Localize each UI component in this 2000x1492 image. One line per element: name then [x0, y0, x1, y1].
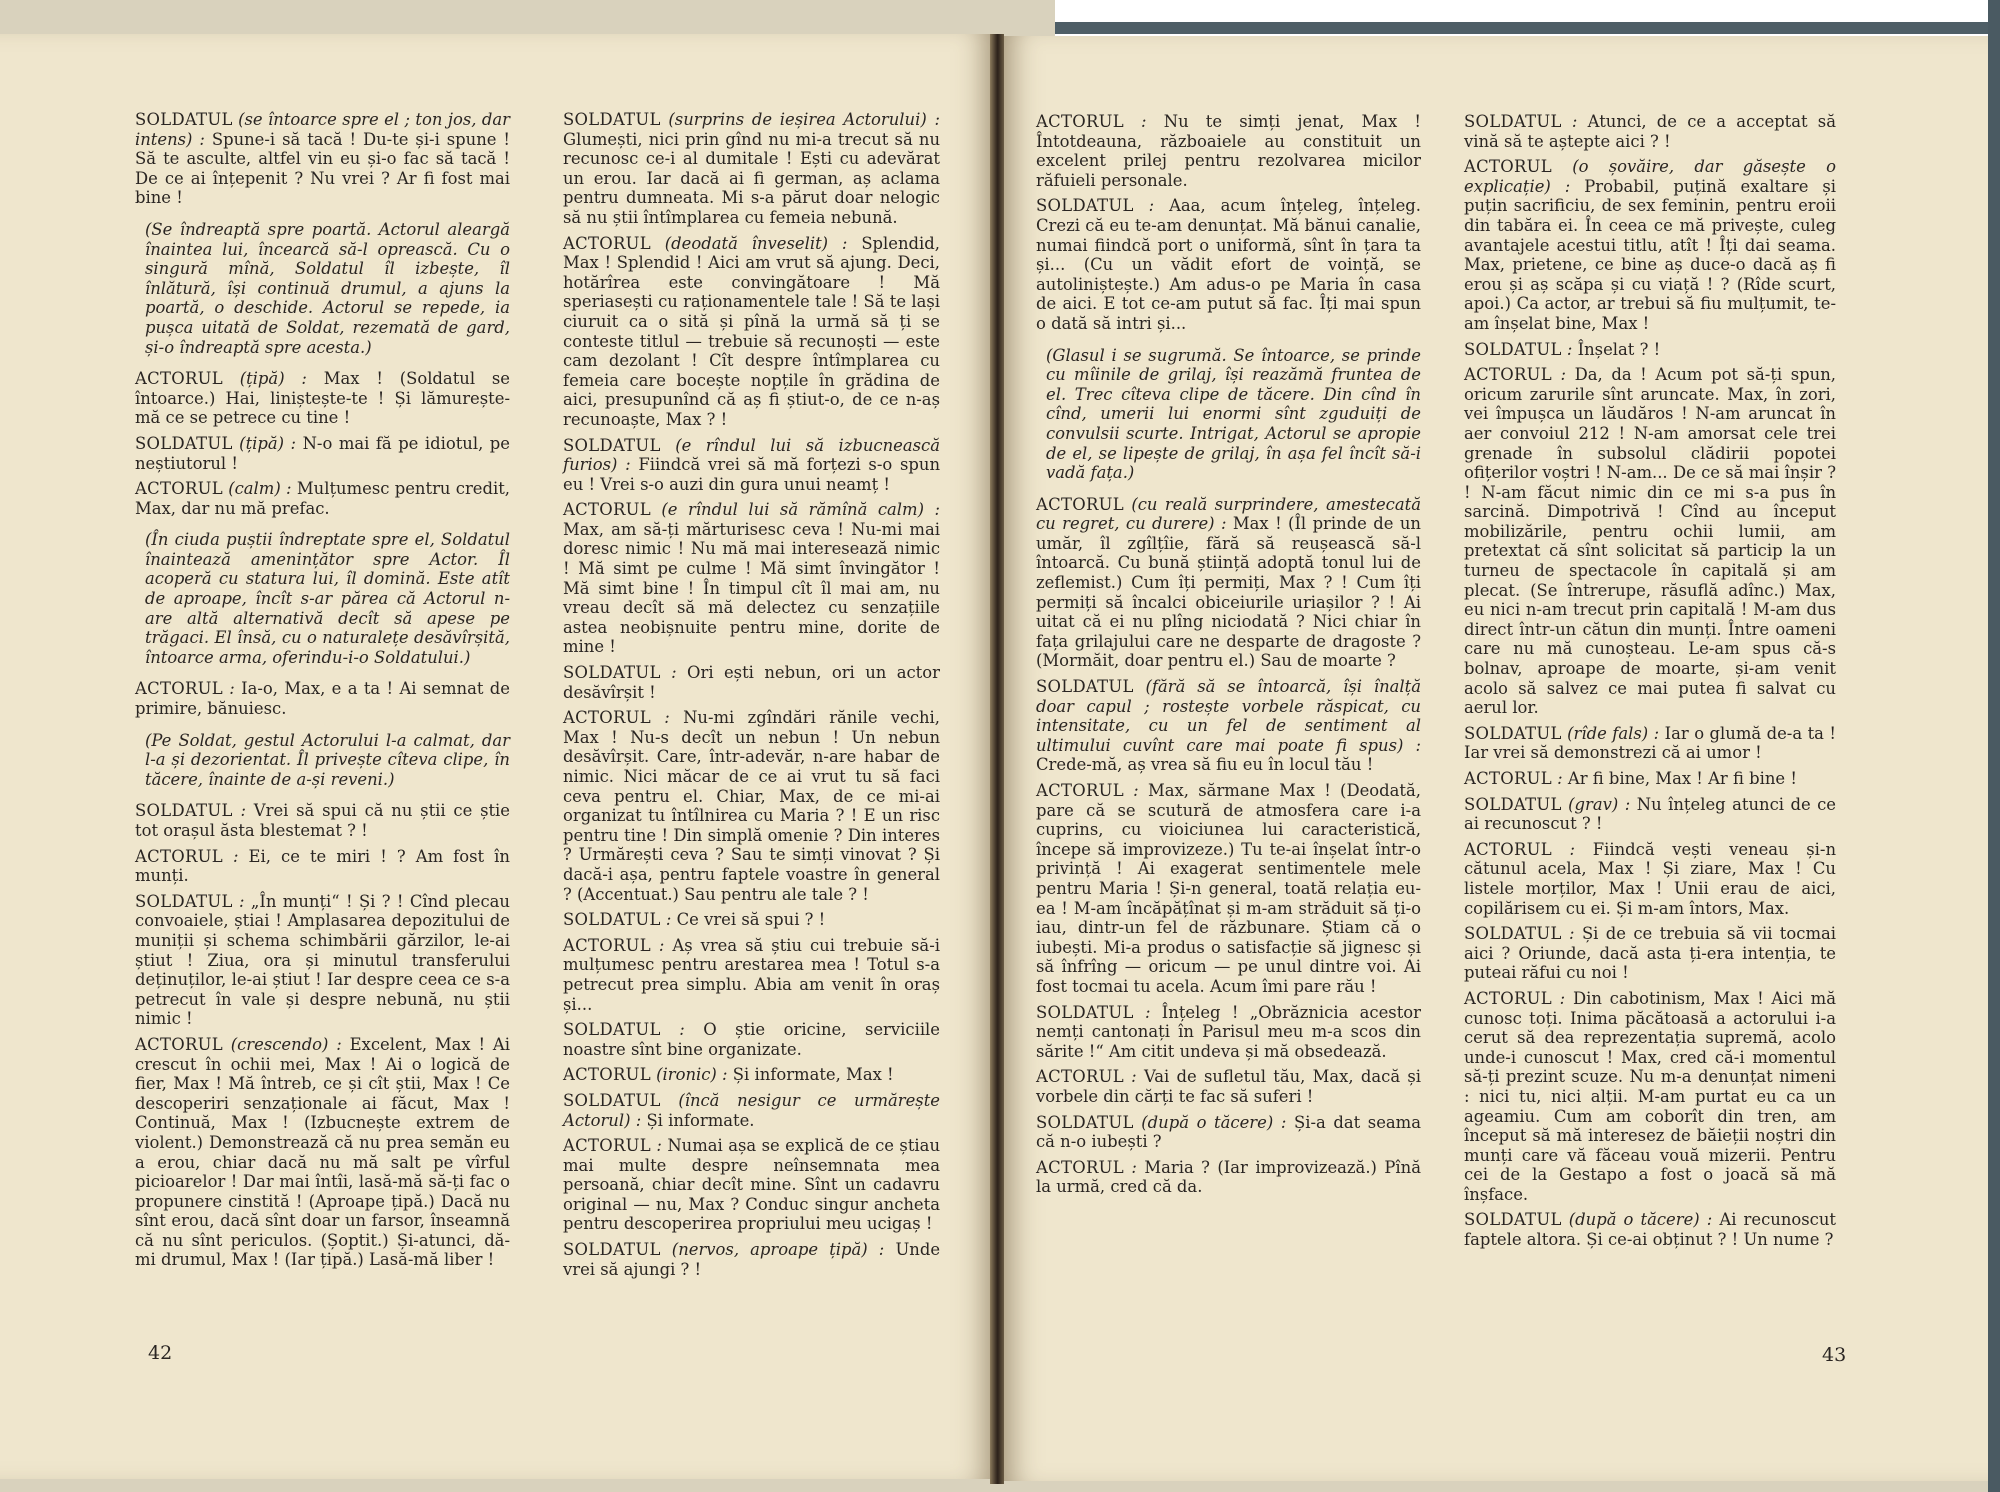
dialog-text: Din cabotinism, Max ! Aici mă cunosc toți. Inima păcătoasă a actorului i-a cerut să dea reprezentația supremă, acolo unde-i cunoscut ! Max, cred că-i momentul să-ți prezint scuze. Nu m-a denunțat nimeni : nici tu, nici alții. M-am purtat eu ca un ageamiu. Cum am coborît din tren, am început să mă interesez de băieții noștri din munți care vă făceau vouă mizerii. Pentru cei de la Gestapo a fost o joacă să mă înșface.	[1464, 988, 1836, 1204]
dialog-line	[563, 234, 940, 430]
speaker-direction: (grav) :	[1568, 794, 1631, 814]
dialog-text: Splendid, Max ! Splendid ! Aici am vrut să ajung. Deci, hotărîrea este convingătoare ! Mă speriasești cu raționamentele tale ! Să te lași ciuruit ca o sită și pînă la urmă să ți se conteste titlul — trebuie să recunoști — este cam dezolant ! Cît despre întîmplarea cu femeia care bocește nopțile în grădina de aici, presupunînd că aș fi știut-o, de ce n-aș recunoaște, Max ? !	[563, 233, 940, 429]
speaker-direction: :	[1571, 112, 1578, 131]
speaker-direction: :	[240, 801, 246, 821]
speaker-name: SOLDATUL	[1464, 924, 1562, 944]
speaker-name: SOLDATUL	[563, 1090, 661, 1110]
dialog-line	[563, 936, 940, 1014]
speaker-name: ACTORUL	[563, 500, 651, 520]
dialog-text: Fiindcă vești veneau și-n cătunul acela, Max ! Și ziare, Max ! Cu listele morților, Max ! Unii erau de aici, copilărisem cu ei. Și m-am întors, Max.	[1464, 839, 1837, 918]
speaker-direction: :	[1569, 924, 1575, 944]
dialog-line	[135, 369, 510, 428]
speaker-direction: :	[1566, 339, 1573, 359]
speaker-name: ACTORUL	[1036, 494, 1124, 514]
speaker-direction: :	[232, 846, 239, 866]
dialog-line	[1036, 1067, 1421, 1106]
speaker-name: SOLDATUL	[1464, 1210, 1562, 1230]
dialog-text: Max ! (Soldatul se întoarce.) Hai, liniștește-te ! Și lămurește-mă ce se petrece cu tine !	[135, 369, 510, 428]
dialog-line	[135, 892, 510, 1029]
dialog-text: N-o mai fă pe idiotul, pe neștiutorul !	[135, 433, 510, 473]
dialog-text: Nu înțeleg atunci de ce ai recunoscut ? !	[1464, 794, 1836, 834]
speaker-direction: :	[1131, 1157, 1137, 1177]
speaker-direction: :	[1133, 781, 1139, 800]
speaker-direction: (după o tăcere) :	[1141, 1112, 1287, 1132]
speaker-direction: (e rîndul lui să rămînă calm) :	[661, 500, 940, 520]
dialog-line	[135, 1035, 510, 1270]
speaker-name: ACTORUL	[1464, 365, 1552, 385]
dialog-text: Glumești, nici prin gînd nu mi-a trecut să nu recunosc ce-i al dumitale ! Ești cu adevărat un erou. Iar dacă ai fi german, aș aclama pentru dumneata. Mi s-a părut doar nelogic să nu știi întîmplarea cu femeia nebună.	[563, 129, 940, 227]
dialog-text: Ei, ce te miri ! ? Am fost în munți.	[135, 846, 510, 886]
speaker-direction: :	[671, 663, 677, 683]
speaker-name: SOLDATUL	[563, 663, 661, 683]
dialog-line	[1464, 989, 1836, 1205]
speaker-name: SOLDATUL	[563, 1240, 661, 1260]
speaker-direction: :	[1131, 1067, 1137, 1087]
speaker-direction: :	[658, 935, 665, 955]
dialog-line	[135, 434, 510, 473]
speaker-name: ACTORUL	[1036, 1157, 1124, 1177]
dialog-line	[563, 1240, 940, 1279]
speaker-direction: :	[1569, 839, 1576, 859]
dialog-line	[1036, 1113, 1421, 1152]
speaker-direction: (nervos, aproape țipă) :	[671, 1240, 885, 1260]
speaker-direction: :	[656, 1136, 662, 1156]
left-page	[0, 34, 990, 1479]
dialog-text: Spune-i să tacă ! Du-te și-i spune ! Să te asculte, altfel vin eu și-o fac să tacă ! De ce ai înțepenit ? Nu vrei ? Ar fi fost mai bine !	[135, 129, 510, 208]
speaker-direction: (cu reală surprindere, amestecată cu regret, cu durere) :	[1036, 494, 1421, 534]
dialog-text: Atunci, de ce a acceptat să vină să te aștepte aici ? !	[1464, 112, 1836, 151]
speaker-name: ACTORUL	[135, 846, 223, 866]
dialog-line	[1464, 840, 1836, 918]
dialog-text: „În munți“ ! Și ? ! Cînd plecau convoaiele, știai ! Amplasarea depozitului de muniții și schema schimbării gărzilor, le-ai știut ! Ziua, ora și minutul transferului deținuților, le-ai știut ! Iar despre ceea ce s-a petrecut în vale și despre nebună, nu știi nimic !	[135, 891, 510, 1029]
dialog-line	[563, 910, 940, 930]
speaker-name: SOLDATUL	[1036, 677, 1134, 697]
dialog-text: Da, da ! Acum pot să-ți spun, oricum zarurile sînt aruncate. Max, în zori, vei împușca un lăudăros ! N-am aruncat în aer convoiul 212 ! N-am amorsat cele trei grenade în subsolul clădirii popotei ofițerilor voștri ! N-am... De ce să mai înșir ? ! N-am făcut nimic din ce mi s-a pus în sarcină. Dimpotrivă ! Cînd au început mobilizările, pentru ochii lumii, am pretextat că sînt solicitat să particip la un turneu de spectacole în capitală și am plecat. (Se întrerupe, răsuflă adînc.) Max, eu nici n-am trecut prin capitală ! M-am dus direct într-un cătun din munți. Între oameni care nu mă cunoșteau. Le-am spus că-s bolnav, aproape de moarte, și-am venit acolo să salvez ce mai putea fi salvat cu aerul lor.	[1464, 365, 1836, 718]
dialog-text: Ori ești nebun, ori un actor desăvîrșit !	[563, 663, 940, 702]
speaker-direction: (e rîndul lui să izbucnească furios) :	[563, 435, 940, 475]
left-column-1	[135, 110, 510, 1276]
book-gutter	[990, 34, 1004, 1484]
dialog-line	[563, 1065, 940, 1085]
speaker-name: ACTORUL	[563, 935, 651, 955]
speaker-name: SOLDATUL	[1464, 723, 1562, 743]
speaker-name: SOLDATUL	[563, 1020, 661, 1040]
book-cover-right	[1988, 0, 2000, 1492]
speaker-direction: (se întoarce spre el ; ton jos, dar intens) :	[135, 110, 510, 149]
speaker-name: SOLDATUL	[135, 801, 233, 821]
dialog-line	[1464, 724, 1836, 763]
speaker-name: ACTORUL	[135, 679, 223, 699]
dialog-text: Vrei să spui că nu știi ce știe tot orașul ăsta blestemat ? !	[135, 801, 511, 840]
speaker-direction: (o șovăire, dar găsește o explicație) :	[1464, 157, 1836, 196]
dialog-line	[563, 1136, 940, 1234]
speaker-direction: :	[229, 679, 235, 699]
dialog-line	[1464, 1210, 1836, 1249]
speaker-name: SOLDATUL	[135, 110, 233, 129]
dialog-text: Înțeleg ! „Obrăznicia acestor nemți cantonați în Parisul meu m-a scos din sărite !“ Am citit undeva și mă obsedează.	[1036, 1002, 1421, 1061]
stage-direction-text: (Pe Soldat, gestul Actorului l-a calmat, dar l-a și dezorientat. Îl privește cîteva clipe, în tăcere, înainte de a-și reveni.)	[145, 730, 510, 789]
speaker-direction: (surprins de ieșirea Actorului) :	[668, 110, 940, 129]
speaker-name: ACTORUL	[135, 369, 223, 389]
dialog-line	[1464, 795, 1836, 834]
speaker-name: SOLDATUL	[563, 435, 661, 455]
stage-direction-text: (În ciuda puștii îndreptate spre el, Soldatul înaintează amenințător spre Actor. Îl acoperă cu statura lui, îl domină. Este atît de aproape, încît s-ar părea că Actorul n-are altă alternativă decît să apese pe trăgaci. El însă, cu o naturalețe desăvîrșită, întoarce arma, oferindu-i-o Soldatului.)	[145, 530, 510, 667]
speaker-direction: (ironic) :	[656, 1065, 728, 1085]
dialog-text: Și informate, Max !	[732, 1065, 894, 1085]
dialog-line	[1036, 196, 1421, 333]
dialog-text: Și de ce trebuia să vii tocmai aici ? Oriunde, dacă asta ți-era intenția, te puteai răfui cu noi !	[1464, 924, 1836, 983]
dialog-text: Nu-mi zgîndări rănile vechi, Max ! Nu-s decît un nebun ! Un nebun desăvîrșit. Care, într-adevăr, n-are habar de nimic. Nici măcar de ce ai vrut tu să faci ceva pentru el. Chiar, Max, de ce mi-ai organizat tu întîlnirea cu Maria ? ! E un risc pentru tine ! Din simplă omenie ? Din interes ? Urmărești ceva ? Sau te simți vinovat ? Și dacă-i așa, pentru faptele voastre în general ? (Accentuat.) Sau pentru ale tale ? !	[563, 708, 941, 904]
speaker-name: ACTORUL	[1036, 1067, 1124, 1087]
dialog-text: Probabil, puțină exaltare și puțin sacrificiu, de sex feminin, pentru eroii din tabăra ei. În ceea ce mă privește, culeg avantajele acestui titlu, atît ! Îți dai seama. Max, prietene, ce bine aș duce-o dacă aș fi erou și aș scăpa și cu viață ! ? (Rîde scurt, apoi.) Ca actor, ar trebui să fiu mulțumit, te-am înșelat bine, Max !	[1464, 176, 1837, 333]
dialog-text: Unde vrei să ajungi ? !	[563, 1240, 941, 1279]
dialog-line	[563, 708, 940, 904]
dialog-text: Ce vrei să spui ? !	[676, 910, 826, 930]
speaker-direction: :	[239, 891, 245, 911]
dialog-line	[135, 110, 510, 208]
speaker-direction: :	[1141, 112, 1147, 131]
dialog-line	[135, 847, 510, 886]
right-page	[1004, 36, 1988, 1481]
dialog-line	[135, 801, 510, 840]
left-column-2	[563, 110, 940, 1285]
dialog-line	[1036, 112, 1421, 190]
dialog-line	[563, 110, 940, 228]
stage-direction	[145, 530, 510, 667]
right-column-2	[1464, 112, 1836, 1256]
speaker-direction: (calm) :	[228, 479, 292, 499]
speaker-direction: (rîde fals) :	[1567, 723, 1660, 743]
speaker-name: SOLDATUL	[135, 433, 233, 453]
speaker-name: SOLDATUL	[1464, 112, 1562, 131]
speaker-direction: :	[664, 708, 670, 728]
page-number: 43	[1822, 1344, 1847, 1366]
speaker-direction: :	[665, 910, 672, 930]
speaker-direction: (după o tăcere) :	[1568, 1210, 1713, 1230]
speaker-direction: :	[1148, 196, 1155, 216]
dialog-text: Ar fi bine, Max ! Ar fi bine !	[1567, 769, 1797, 788]
speaker-direction: :	[1144, 1002, 1151, 1022]
dialog-text: Fiindcă vrei să mă forțezi s-o spun eu ! Vrei s-o auzi din gura unui neamț !	[563, 455, 940, 494]
speaker-direction: :	[1557, 769, 1563, 788]
speaker-name: ACTORUL	[1464, 769, 1552, 788]
dialog-line	[1464, 340, 1836, 360]
dialog-text: Înșelat ? !	[1577, 339, 1661, 359]
dialog-line	[1036, 781, 1421, 997]
speaker-name: SOLDATUL	[1036, 1002, 1134, 1022]
speaker-name: ACTORUL	[1036, 781, 1124, 800]
dialog-line	[1036, 495, 1421, 671]
right-column-1	[1036, 112, 1421, 1203]
speaker-name: ACTORUL	[563, 1065, 651, 1085]
speaker-direction: (deodată înveselit) :	[664, 233, 848, 253]
speaker-name: ACTORUL	[563, 1136, 651, 1156]
stage-direction-text: (Se îndreaptă spre poartă. Actorul aleargă înaintea lui, încearcă să-l oprească. Cu o singură mînă, Soldatul îl izbește, îl înlătură, își continuă drumul, a ajuns la poartă, o deschide. Actorul se repede, ia pușca uitată de Soldat, rezemată de gard, și-o îndreaptă spre acesta.)	[145, 219, 510, 357]
dialog-text: Excelent, Max ! Ai crescut în ochii mei, Max ! Ai o logică de fier, Max ! Mă întreb, ce și cît știi, Max ! Ce descoperiri senzaționale ai făcut, Max ! Continuă, Max ! (Izbucnește extrem de violent.) Demonstrează că nu prea semăn eu a erou, chiar dacă nu mă salt pe vîrful picioarelor ! Dar mai întîi, lasă-mă să-ți fac o propunere cinstită ! (Aproape țipă.) Dacă nu sînt erou, dacă sînt doar un farsor, înseamnă că nu sînt periculos. (Șoptit.) Și-atunci, dă-mi drumul, Max ! (Iar țipă.) Lasă-mă liber !	[135, 1034, 511, 1270]
dialog-line	[1464, 157, 1836, 333]
speaker-direction: (crescendo) :	[230, 1034, 342, 1054]
dialog-text: Aș vrea să știu cui trebuie să-i mulțumesc pentru arestarea mea ! Totul s-a petrecut prea simplu. Abia am venit în oraș și...	[563, 935, 940, 1014]
dialog-line	[1036, 1158, 1421, 1197]
speaker-name: SOLDATUL	[563, 110, 661, 129]
dialog-text: Iar o glumă de-a ta ! Iar vrei să demonstrezi că ai umor !	[1464, 723, 1837, 763]
dialog-line	[563, 1091, 940, 1130]
dialog-line	[1464, 365, 1836, 718]
dialog-line	[135, 679, 510, 718]
speaker-name: SOLDATUL	[1464, 794, 1562, 814]
dialog-line	[563, 1020, 940, 1059]
speaker-direction: :	[1559, 988, 1566, 1008]
dialog-text: Aaa, acum înțeleg, înțeleg. Crezi că eu te-am denunțat. Mă bănui canalie, numai fiindcă port o uniformă, sînt în țara ta și... (Cu un vădit efort de voință, se autoliniștește.) Am adus-o pe Maria în casa de aici. E tot ce-am putut să fac. Îți mai spun o dată să intri și...	[1036, 196, 1421, 333]
dialog-line	[563, 436, 940, 495]
stage-direction	[145, 731, 510, 790]
speaker-name: ACTORUL	[563, 708, 651, 728]
speaker-name: ACTORUL	[563, 233, 651, 253]
speaker-name: ACTORUL	[1464, 839, 1552, 859]
dialog-text: Mulțumesc pentru credit, Max, dar nu mă prefac.	[135, 479, 511, 518]
dialog-line	[1464, 769, 1836, 789]
dialog-text: Maria ? (Iar improvizează.) Pînă la urmă, cred că da.	[1036, 1157, 1421, 1197]
speaker-name: ACTORUL	[135, 479, 223, 499]
page-number: 42	[148, 1342, 173, 1364]
dialog-line	[563, 663, 940, 702]
speaker-name: SOLDATUL	[1036, 196, 1134, 216]
dialog-line	[1036, 677, 1421, 775]
stage-direction	[1046, 346, 1421, 483]
speaker-direction: (fără să se întoarcă, își înalță doar capul ; rostește vorbele răspicat, cu intensitate, cu un fel de sentiment al ultimului cuvînt care mai poate fi spus) :	[1036, 677, 1421, 755]
dialog-text: Ai recunoscut faptele altora. Și ce-ai obținut ? ! Un nume ?	[1464, 1210, 1836, 1250]
dialog-line	[1464, 924, 1836, 983]
dialog-line	[563, 500, 940, 657]
dialog-line	[135, 479, 510, 518]
speaker-name: SOLDATUL	[563, 910, 661, 930]
dialog-text: Ia-o, Max, e a ta ! Ai semnat de primire, bănuiesc.	[135, 679, 510, 719]
speaker-name: ACTORUL	[1464, 988, 1552, 1008]
dialog-text: Crede-mă, aș vrea să fiu eu în locul tău !	[1036, 755, 1374, 775]
dialog-text: Numai așa se explică de ce știau mai multe despre neînsemnata mea persoană, chiar decît mine. Sînt un cadavru original — nu, Max ? Conduc singur ancheta pentru descoperirea propriului meu ucigaș !	[563, 1136, 941, 1234]
stage-direction-text: (Glasul i se sugrumă. Se întoarce, se prinde cu mîinile de grilaj, își reazămă fruntea de el. Trec cîteva clipe de tăcere. Din cînd în cînd, umerii lui enormi sînt zguduiți de convulsii scurte. Intrigat, Actorul se apropie de el, se lipește de grilaj, în așa fel încît să-i vadă fața.)	[1046, 345, 1421, 483]
stage-direction	[145, 220, 510, 357]
dialog-text: Max, sărmane Max ! (Deodată, pare că se scutură de atmosfera care i-a cuprins, cu vioiciunea lui caracteristică, începe să improvizeze.) Tu te-ai înșelat într-o privință ! Ai exagerat sentimentele mele pentru Maria ! Și-n general, toată relația eu-ea ! M-am încăpățînat și m-am străduit să ți-o iau, dintr-un fel de răzbunare. Știam că o iubești. Mi-a produs o satisfacție să jignesc și să înfrîng — oricum — pe unul dintre voi. Ai fost tocmai tu acela. Acum îmi pare rău !	[1036, 781, 1421, 996]
speaker-name: SOLDATUL	[1036, 1112, 1134, 1132]
speaker-name: ACTORUL	[1036, 112, 1124, 131]
book-cover-top	[1055, 22, 2000, 34]
speaker-direction: :	[679, 1020, 685, 1040]
speaker-direction: (țipă) :	[239, 433, 297, 453]
dialog-text: Vai de sufletul tău, Max, dacă și vorbele din cărți te fac să suferi !	[1036, 1067, 1421, 1106]
dialog-text: O știe oricine, serviciile noastre sînt bine organizate.	[563, 1020, 941, 1059]
speaker-direction: (încă nesigur ce urmărește Actorul) :	[563, 1090, 940, 1130]
speaker-name: ACTORUL	[135, 1034, 223, 1054]
dialog-line	[1036, 1003, 1421, 1062]
dialog-text: Și informate.	[646, 1110, 755, 1130]
dialog-text: Și-a dat seama că n-o iubești ?	[1036, 1112, 1421, 1152]
dialog-line	[1464, 112, 1836, 151]
dialog-text: Max ! (Îl prinde de un umăr, îl zgîlțîie, fără să reușească să-l întoarcă. Cu bună știință adoptă tonul lui de zeflemist.) Cum îți permiți, Max ? ! Cum îți permiți să încalci obiceiurile uriașilor ? ! Ai uitat că ei nu plîng niciodată ? Nici chiar în fața grilajului care ne desparte de dragoste ? (Mormăit, doar pentru el.) Sau de moarte ?	[1036, 514, 1421, 671]
speaker-name: SOLDATUL	[1464, 339, 1562, 359]
speaker-direction: :	[1560, 365, 1567, 385]
dialog-text: Nu te simți jenat, Max ! Întotdeauna, războaiele au constituit un excelent prilej pentru rezolvarea micilor răfuieli personale.	[1036, 112, 1421, 190]
speaker-name: ACTORUL	[1464, 157, 1552, 177]
dialog-text: Max, am să-ți mărturisesc ceva ! Nu-mi mai doresc nimic ! Nu mă mai interesează nimic ! Mă simt pe culme ! Mă simt învingător ! Mă simt bine ! În timpul cît îl mai am, nu vreau decît să mă delectez cu senzațiile astea neobișnuite pentru mine, dorite de mine !	[563, 519, 940, 657]
speaker-name: SOLDATUL	[135, 891, 233, 911]
speaker-direction: (țipă) :	[239, 369, 307, 389]
